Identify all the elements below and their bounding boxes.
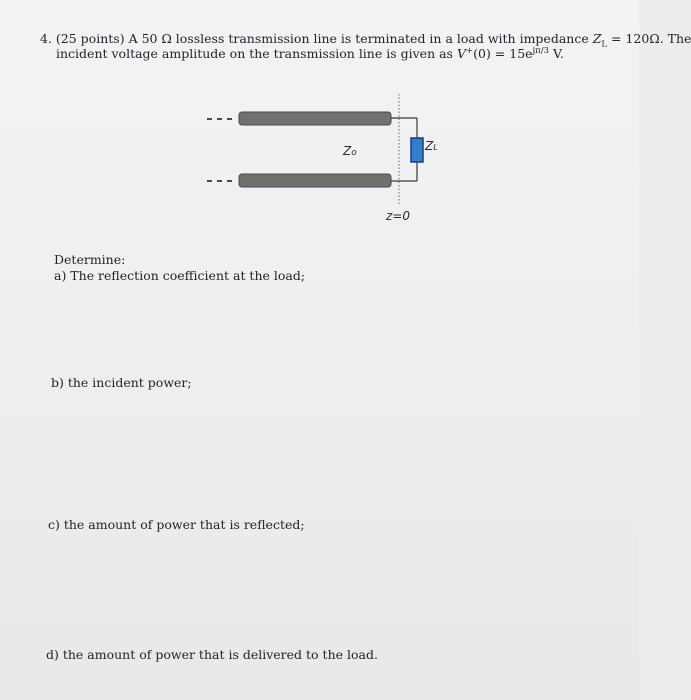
incident-voltage-superscript: + [465,45,474,56]
transmission-line-diagram [195,88,455,233]
line-impedance-subscript: o [351,148,357,158]
load-label-subscript: L [433,143,438,152]
load-label-symbol: Z [425,139,434,153]
load-impedance-subscript: L [601,39,608,50]
problem-text: A 50 Ω lossless transmission line is terminated in a load with impedance [128,31,589,46]
transmission-line-drawing [195,88,455,233]
line-impedance-label [343,144,357,158]
problem-points: (25 points) [55,31,125,46]
bottom-conductor [239,174,391,187]
part-c: c) the amount of power that is reflected; [48,517,305,532]
load-impedance-symbol: Z [592,31,602,46]
part-d: d) the amount of power that is delivered to the load. [46,647,378,662]
problem-statement-line-1 [40,31,691,50]
part-a: a) The reflection coefficient at the load; [54,268,306,283]
incident-voltage-exponent: jπ/3 [532,45,550,56]
problem-text-line-2: incident voltage amplitude on the transmission line is given as [56,46,453,61]
incident-voltage-unit: V. [549,46,564,61]
determine-heading: Determine: [54,252,126,267]
top-conductor [239,112,391,125]
load-impedance-label [425,139,438,153]
line-impedance-symbol: Z [343,144,352,158]
part-b: b) the incident power; [51,375,192,390]
problem-number: 4. [40,31,52,46]
incident-voltage-symbol: V [456,46,466,61]
incident-voltage-argument: (0) = 15e [473,46,533,61]
load-impedance-value: = 120Ω. The [611,31,691,46]
load-impedance-box [411,138,423,162]
position-label: z=0 [386,209,410,223]
problem-statement-line-2 [56,46,564,61]
